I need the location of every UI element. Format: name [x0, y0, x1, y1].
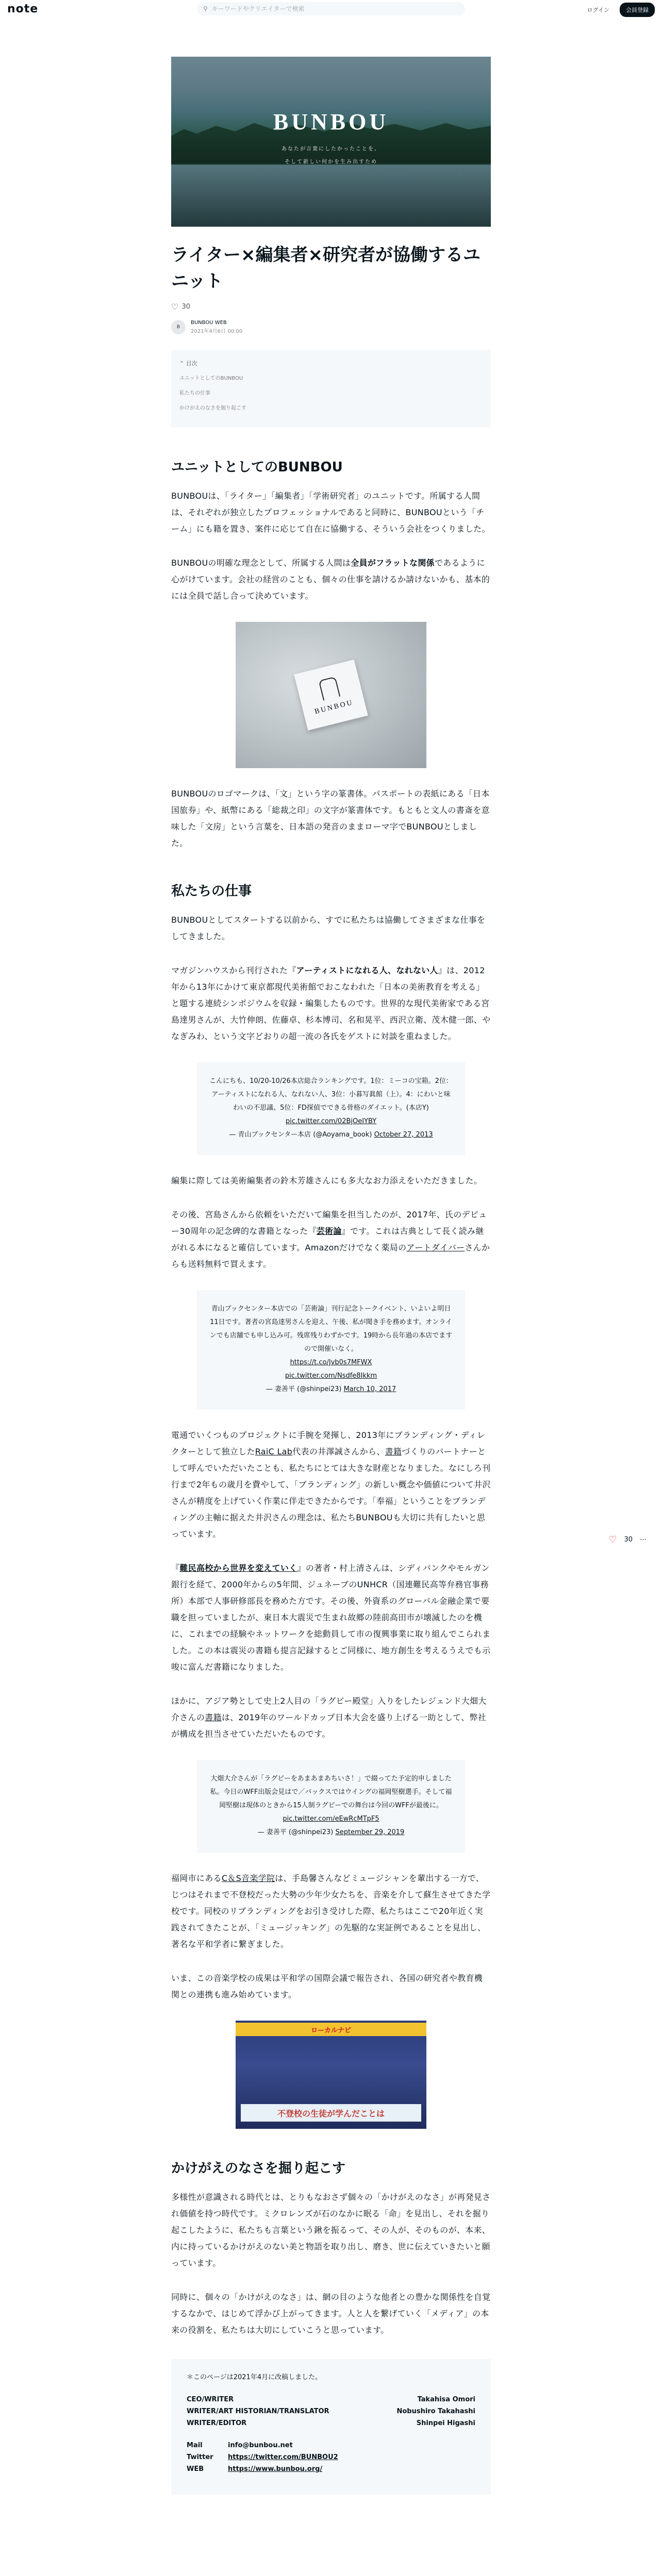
tweet-byline: — 妻善平 (@shinpei23) March 10, 2017 [266, 1385, 396, 1393]
like-row [171, 302, 491, 312]
hero-subtitle-1: あなたが言葉にしたかったことを、 [282, 146, 380, 152]
article-column [171, 57, 491, 2495]
section-heading: ユニットとしてのBUNBOU [171, 460, 343, 475]
paragraph: いま、この音楽学校の成果は平和学の国際会議で報告され、各国の研究者や教育機関との連携も進み始めています。 [171, 1973, 483, 1999]
toc-toggle[interactable] [179, 359, 483, 367]
paragraph: ほかに、アジア勢として史上2人目の「ラグビー殿堂」入りをしたレジェンド大畑大介さんの書籍は、2019年のワールドカップ日本大会を盛り上げる一助として、弊社が構成を担当させていただいたものです。 [171, 1696, 487, 1739]
toc-item[interactable]: かけがえのなさを掘り起こす [179, 405, 246, 411]
tweet-link[interactable]: pic.twitter.com/eEwRcMTpF5 [283, 1815, 379, 1823]
tweet-embed [197, 1062, 465, 1155]
avatar[interactable]: B [171, 320, 186, 334]
section-heading: かけがえのなさを掘り起こす [171, 2161, 346, 2176]
paragraph: マガジンハウスから刊行された『アーティストになれる人、なれない人』は、2012年から13年にかけて東京都現代美術館でおこなわれた「日本の美術教育を考える」と題する連続シンポジウムを収録・編集したものです。世界的な現代美術家である宮島達男さんが、大竹伸朗、佐藤卓、杉本博司、名和晃平、西沢立衛、茂木健一郎、やなぎみわ、という文字どおりの超一流の各氏をゲストに対談を重ねました。 [171, 965, 491, 1041]
tweet-link[interactable]: pic.twitter.com/Nsdfe8Ikkm [285, 1372, 377, 1380]
contact-web: WEB https://www.bunbou.org/ [187, 2465, 323, 2473]
tweet-date[interactable]: October 27, 2013 [374, 1131, 433, 1139]
heart-icon[interactable]: ♡ [171, 302, 179, 312]
author-row[interactable] [171, 320, 491, 334]
tweet-date[interactable]: September 29, 2019 [335, 1828, 405, 1836]
photo-banner: ローカルナビ [236, 2023, 426, 2036]
paragraph: 電通でいくつものプロジェクトに手腕を発揮し、2013年にブランディング・ディレクターとして独立したRaiC Lab代表の井澤誠さんから、書籍づくりのパートナーとして呼んでいただいたことも、私たちにとては大きな財産となりました。なにしろ刊行まで2年もの歳月を費やして、「ブランディング」の新しい概念や価値について井沢さんが精度を上げていく作業に伴走できたからです。「奉福」ということをブランディングの主軸に据えた井沢さんの理念は、私たちBUNBOUも大切に共有したいと思っています。 [171, 1430, 491, 1539]
web-link[interactable]: https://www.bunbou.org/ [228, 2465, 323, 2473]
note-logo[interactable]: note [7, 2, 39, 15]
search-bar[interactable] [197, 2, 465, 15]
hero-title: BUNBOU [273, 109, 389, 134]
toc-heading: 目次 [186, 360, 197, 367]
section-heading: 私たちの仕事 [171, 884, 252, 899]
credit-row: WRITER/ART HISTORIAN/TRANSLATOR Nobushiro Takahashi [187, 2408, 475, 2415]
tweet-link[interactable]: pic.twitter.com/02BjOeIYBY [285, 1117, 377, 1125]
paragraph: その後、宮島さんから依頼をいただいて編集を担当したのが、2017年、氏のデビュー30周年の記念碑的な書籍となった『芸術論』です。これは古典として長く読み継がれる本になると確信しています。Amazonだけでなく薬局のアートダイバーさんからも送料無料で買えます。 [171, 1210, 490, 1269]
bunbou-mark-icon [319, 676, 341, 701]
book-link[interactable]: 難民高校から世界を変えていく [179, 1563, 297, 1573]
heart-icon[interactable]: ♡ [608, 1534, 617, 1545]
publish-date: 2021年4月6日 00:00 [191, 329, 243, 334]
tweet-date[interactable]: March 10, 2017 [343, 1385, 396, 1393]
credit-row: CEO/WRITER Takahisa Omori [187, 2396, 475, 2403]
paragraph: 編集に際しては美術編集者の鈴木芳雄さんにも多大なお力添えをいただきました。 [171, 1176, 483, 1185]
paragraph: 多様性が意識される時代とは、とりもなおさず個々の「かけがえのなさ」が再発見され価値を持つ時代です。ミクロレンズが石のなかに眠る「命」を見出し、それを掘り起こしたように、私たちも言葉という鍬を振るって、その人が、そのものが、本来、内に持っているかけがえのない美と物語を取り出し、磨き、世に伝えていきたいと願っています。 [171, 2192, 491, 2268]
paragraph: 同時に、個々の「かけがえのなさ」は、網の目のような他者との豊かな関係性を自覚するなかで、はじめて浮かび上がってきます。人と人を繋げていく「メディア」の本来の役割を、私たちは大切にしていこうと思っています。 [171, 2292, 491, 2335]
tweet-text: 青山ブックセンター本店での「芸術論」刊行記念トークイベント、いよいよ明日11日です。著者の宮島達男さんを迎え、午後、私が聞き手を務めます。オンラインでも店舗でも申し込み可。残席残りわずかです。19時から長年過の本店でますので開催いなく。 [209, 1305, 453, 1353]
paragraph: 『難民高校から世界を変えていく』の著者・村上清さんは、シディバンクやモルガン銀行を経て、2000年からの5年間、ジュネーブのUNHCR（国連難民高等弁務官事務所）本部で人事研修部長を務めた方です。その後、外資系のグローバル金融企業で要職を担っていましたが、東日本大震災で生まれ故郷の陸前高田市が壊滅したのを機に、これまでの経験やネットワークを総動員して市の復興事業に取り組んでこられました。この本は震災の書籍も提言記録するとご同様に、地方創生を考えるうえでも示唆に富んだ書籍になりました。 [171, 1563, 491, 1672]
top-header [0, 0, 662, 18]
book-link[interactable]: 書籍 [205, 1713, 222, 1722]
credit-row: WRITER/EDITOR Shinpei Higashi [187, 2419, 475, 2427]
chevron-up-icon: ⌃ [179, 360, 185, 367]
contact-twitter: Twitter https://twitter.com/BUNBOU2 [187, 2453, 338, 2461]
hero-image [171, 57, 491, 227]
hero-water [171, 165, 491, 227]
photo-caption: 不登校の生徒が学んだことは [241, 2104, 421, 2122]
bunbou-logo-photo [236, 622, 426, 768]
tweet-text: こんにちも、10/20-10/26本店総合ランキングです。1位：ミーコの宝箱。2位：アーティストになれる人、なれない人、3位：小暮写眞館（上）。4：にわいと味わいの不思議、5位：FD探偵でできる骨格のダイエット。(本店Y) [209, 1077, 453, 1112]
table-of-contents [171, 350, 491, 428]
signup-button[interactable]: 会員登録 [620, 3, 655, 17]
logo-card [294, 659, 368, 731]
raic-link[interactable]: RaiC Lab [255, 1447, 293, 1456]
author-name[interactable]: BUNBOU WEB [191, 320, 227, 326]
logo-wordmark: BUNBOU [313, 699, 355, 716]
book-link[interactable]: 書籍 [385, 1447, 402, 1456]
tweet-byline: — 青山ブックセンター本店 (@Aoyama_book) October 27, 2013 [229, 1131, 433, 1139]
news-screenshot-image [236, 2021, 426, 2129]
hero-subtitle-2: そして新しい何かを生み出すため [285, 159, 377, 165]
tweet-embed [197, 1290, 465, 1410]
toc-item[interactable]: 私たちの仕事 [179, 391, 210, 396]
more-icon[interactable]: ⋯ [640, 1536, 647, 1544]
twitter-link[interactable]: https://twitter.com/BUNBOU2 [228, 2453, 338, 2461]
paragraph: 福岡市にあるC＆S音楽学院は、手島馨さんなどミュージシャンを輩出する一方で、じつはそれまで不登校だった大勢の少年少女たちを、音楽を介して蘇生させてきた学校です。同校のリブランディングをお引き受けした際、私たちはここで20年近く実践されてきたことが、「ミュージッキング」の先駆的な実証例であることを見出し、著名な平和学者に繋ぎました。 [171, 1873, 491, 1949]
search-icon: ⚲ [203, 5, 208, 12]
profile-box [171, 2359, 491, 2495]
tweet-byline: — 妻善平 (@shinpei23) September 29, 2019 [257, 1828, 405, 1836]
book-link[interactable]: 芸術論 [316, 1226, 342, 1236]
contact-mail: Mail info@bunbou.net [187, 2442, 293, 2449]
toc-item[interactable]: ユニットとしてのBUNBOU [179, 376, 243, 381]
tweet-embed [197, 1760, 465, 1853]
tweet-text: 大畑大介さんが「ラグビーをあまあまあちいさ！」で綴ってた予定的申しました私。今日のWFF出版会見はで／バックスではウイングの福岡堅樹選手。そして福岡堅樹は現体のときから15人制ラグビーでの舞台は今回のWFFが最後に。 [210, 1775, 452, 1809]
revision-note: ＊このページは2021年4月に改稿しました。 [187, 2374, 322, 2381]
side-actions [608, 1534, 647, 1545]
shop-link[interactable]: アートダイバー [406, 1243, 465, 1252]
login-button[interactable]: ログイン [587, 7, 609, 13]
like-count: 30 [181, 303, 190, 311]
article-title: ライター×編集者×研究者が協働するユニット [171, 245, 481, 292]
school-link[interactable]: C＆S音楽学院 [221, 1873, 275, 1883]
side-like-count: 30 [624, 1536, 633, 1544]
paragraph: BUNBOUは、「ライター」「編集者」「学術研究者」のユニットです。所属する人間は、それぞれが独立したプロフェッショナルであると同時に、BUNBOUという「チーム」にも籍を置き、案件に応じて自在に協働する、そういう会社をつくりました。 [171, 491, 490, 534]
search-input[interactable] [212, 5, 459, 12]
paragraph: BUNBOUとしてスタートする以前から、すでに私たちは協働してさまざまな仕事をしてきました。 [171, 915, 486, 941]
paragraph: BUNBOUのロゴマークは、「文」という字の篆書体。パスポートの表紙にある「日本国旅券」や、紙幣にある「総裁之印」の文字が篆書体です。もともと文人の書斎を意味した「文房」という言葉を、日本語の発音のままローマ字でBUNBOUとしました。 [171, 789, 490, 848]
paragraph: BUNBOUの明確な理念として、所属する人間は全員がフラットな関係であるように心がけています。会社の経営のことも、個々の仕事を請けるか請けないかも、基本的には全員で話し合って決めています。 [171, 558, 490, 601]
tweet-link[interactable]: https://t.co/Jvb0s7MFWX [290, 1359, 372, 1366]
mail-address[interactable]: info@bunbou.net [228, 2442, 293, 2449]
